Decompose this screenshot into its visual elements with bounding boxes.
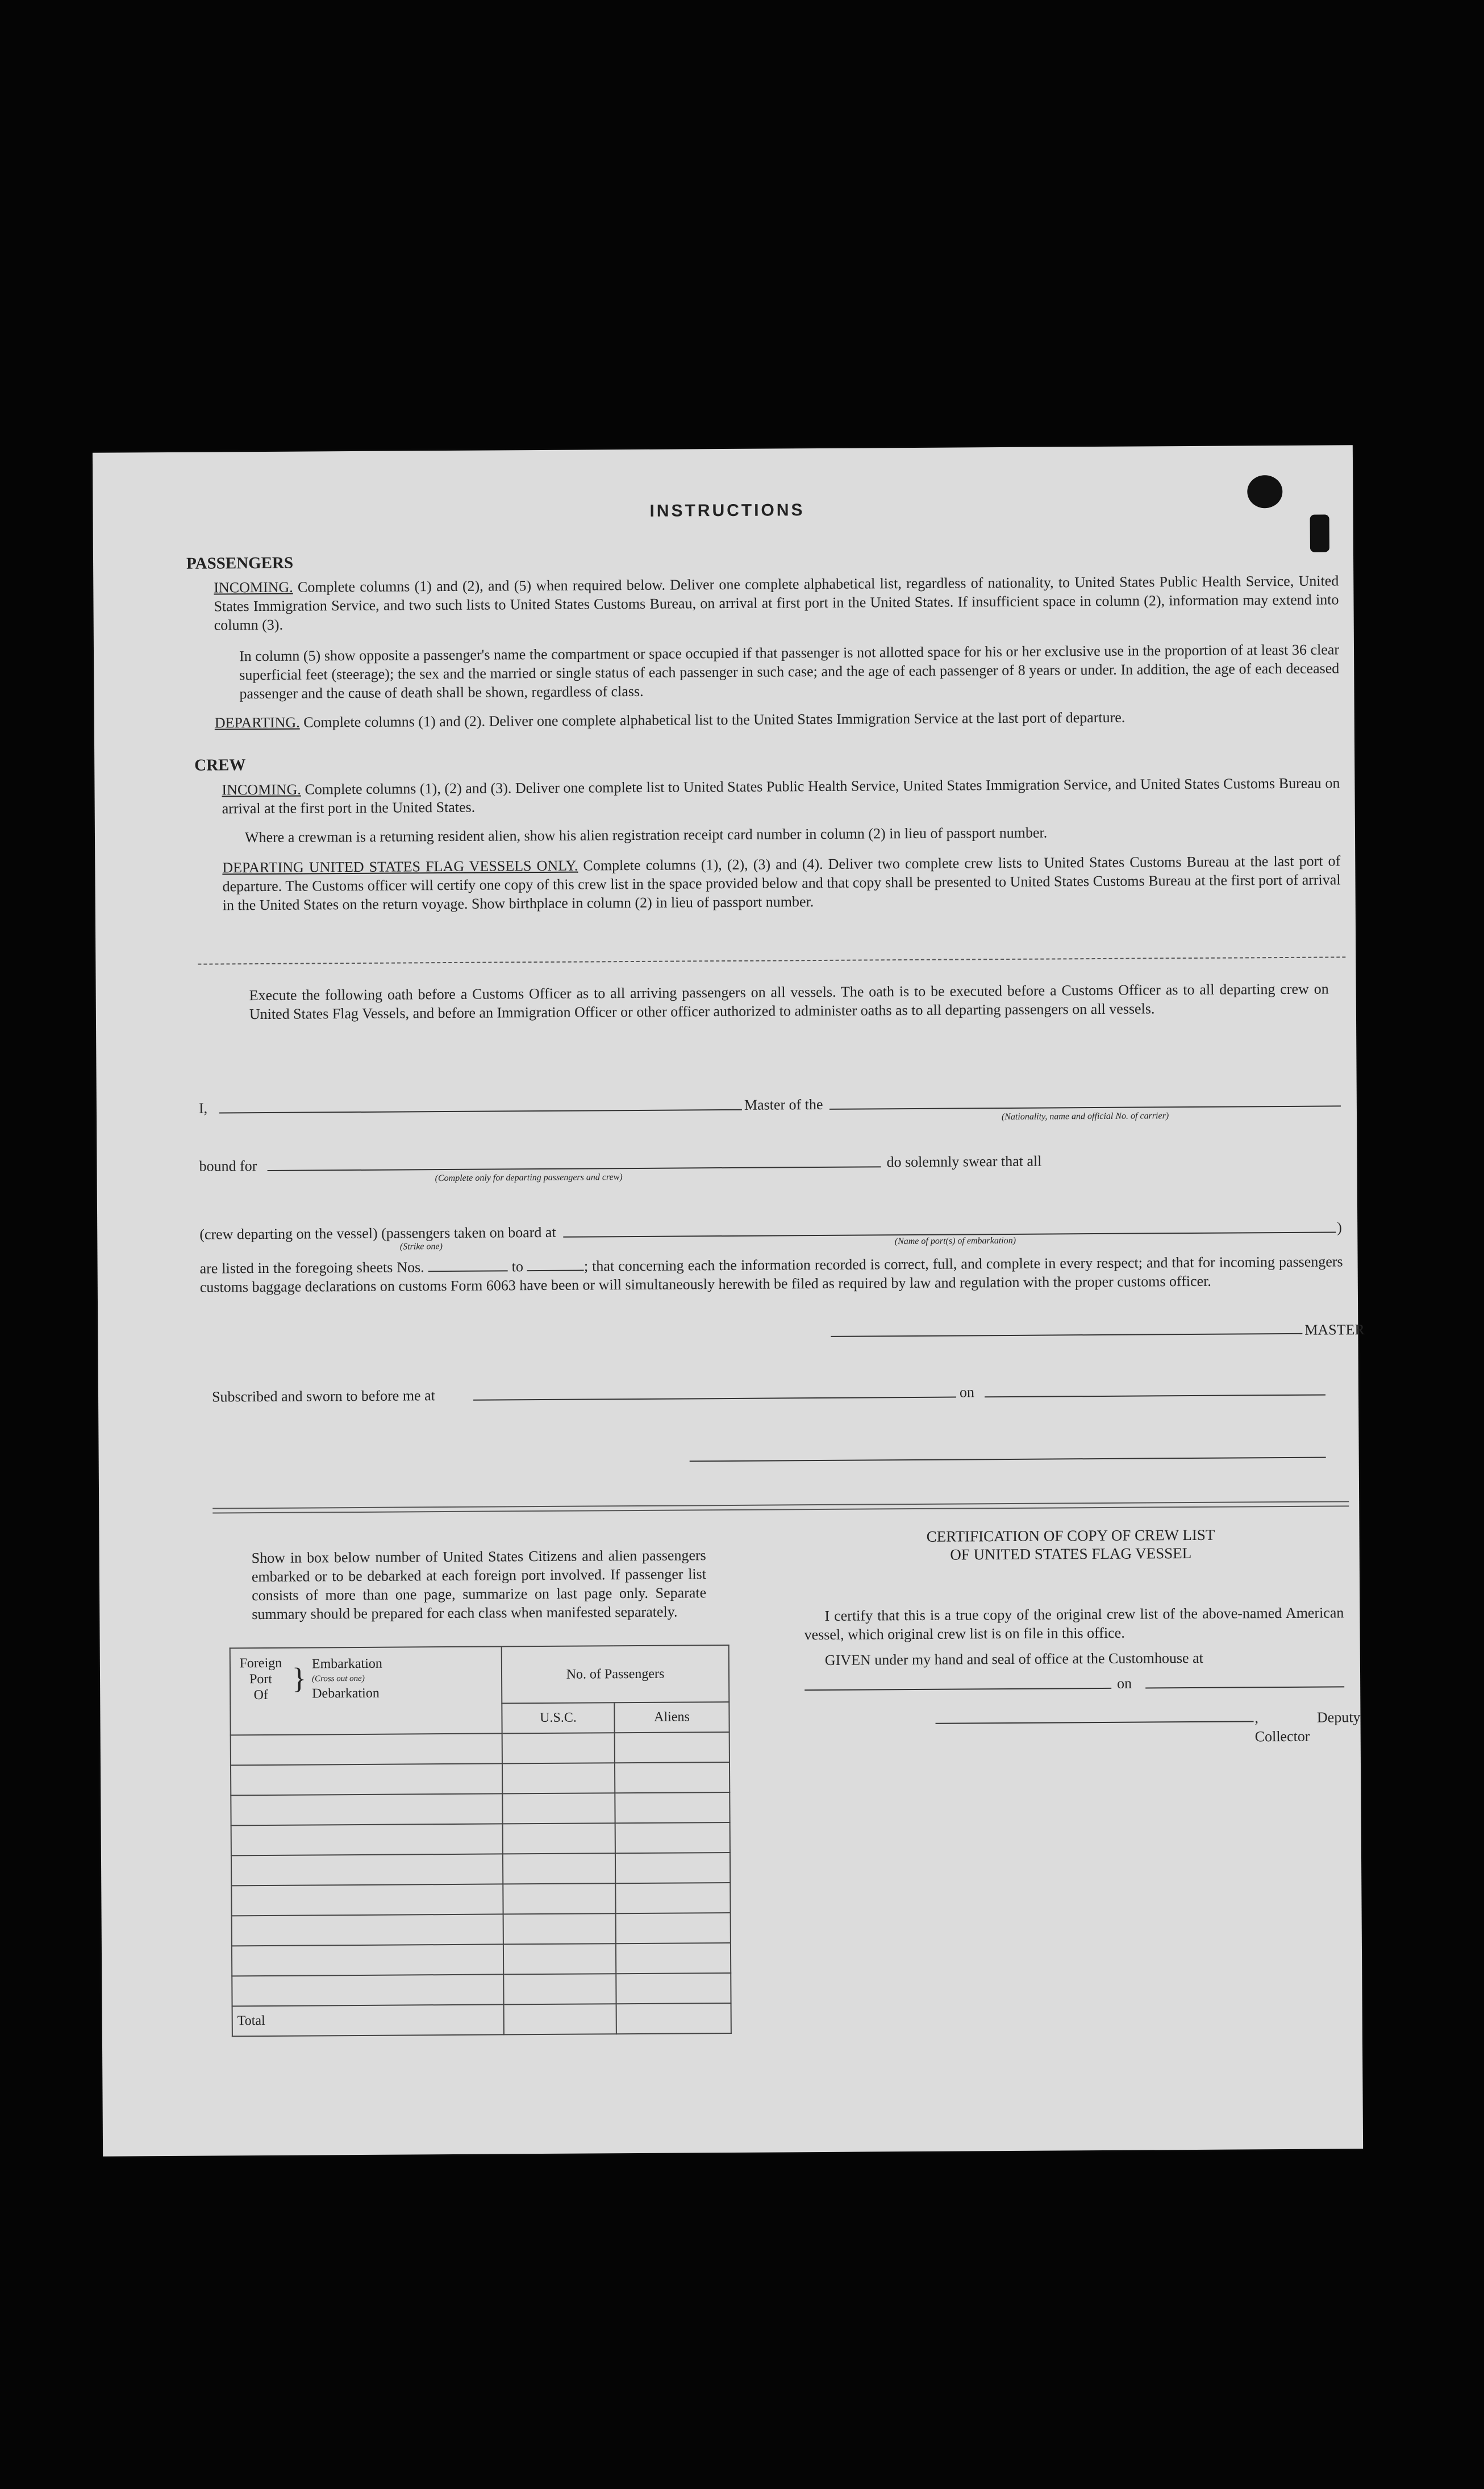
table-cell xyxy=(231,1824,503,1855)
sheet-to-line xyxy=(527,1270,584,1272)
table-cell xyxy=(231,1793,502,1825)
table-cell xyxy=(502,1763,615,1793)
certify-text: ; that concerning each the information recorded is correct, full, and complete in every respect; and that for incoming passengers customs baggage declarations on customs Form 6063 have been or will simultaneously herewith be filed as required by law and regulation with the proper customs officer. xyxy=(199,1253,1343,1296)
name-line xyxy=(219,1109,742,1114)
subscribed-place-line xyxy=(473,1397,956,1401)
crew-departing-label: DEPARTING UNITED STATES FLAG VESSELS ONLY. xyxy=(222,857,578,876)
foregoing-text: are listed in the foregoing sheets Nos. xyxy=(199,1259,424,1277)
table-cell xyxy=(615,1762,730,1793)
incoming-text: Complete columns (1) and (2), and (5) when required below. Deliver one complete alphabetical list, regardless of nationality, to United States Public Health Service, United States Immigration Service, and two such lists to United States Customs Bureau, on arrival at first port in the United States. If insufficient space in column (2), information may extend into column (3). xyxy=(214,572,1339,634)
crew-incoming xyxy=(222,773,1340,818)
cross-out-label: (Cross out one) xyxy=(311,1674,365,1684)
table-cell xyxy=(231,1884,503,1916)
table-cell xyxy=(232,1914,503,1946)
certification-heading-line2: OF UNITED STATES FLAG VESSEL xyxy=(950,1545,1192,1563)
nationality-caption: (Nationality, name and official No. of carrier) xyxy=(1001,1111,1169,1122)
ink-blot xyxy=(1247,475,1282,508)
deputy-signature-line xyxy=(936,1721,1254,1724)
subscribed-text: Subscribed and sworn to before me at xyxy=(211,1387,435,1405)
passengers-incoming xyxy=(214,571,1339,634)
passenger-summary-table xyxy=(230,1645,732,2037)
departing-label: DEPARTING. xyxy=(214,714,300,731)
certification-on: on xyxy=(1117,1675,1132,1692)
given-text: GIVEN under my hand and seal of office at the Customhouse at xyxy=(824,1649,1203,1668)
crew-incoming-label: INCOMING. xyxy=(222,781,301,798)
summary-instructions: Show in box below number of United States Citizens and alien passengers embarked or to be debarked at each foreign port involved. If passenger list consists of more than one page, summarize on last page only. Separate summary should be prepared for each class when manifested separately. xyxy=(251,1547,707,1623)
subscribed-on: on xyxy=(959,1384,975,1401)
foreign-label: Foreign xyxy=(239,1655,282,1671)
of-label: Of xyxy=(253,1687,268,1703)
table-cell xyxy=(231,1854,503,1886)
passengers-departing xyxy=(215,706,1340,732)
swear-text: do solemnly swear that all xyxy=(886,1152,1042,1171)
table-cell xyxy=(503,1943,616,1974)
port-header: Foreign Port Of } Embarkation (Cross out one) Debarkation xyxy=(230,1646,502,1735)
carrier-line xyxy=(829,1105,1341,1109)
to-text: to xyxy=(511,1258,524,1275)
page-title: INSTRUCTIONS xyxy=(649,501,805,521)
crew-resident: Where a crewman is a returning resident alien, show his alien registration receipt card number in column (2) in lieu of passport number. xyxy=(244,824,1048,846)
deputy-collector-label: , Deputy Collector xyxy=(1254,1709,1361,1745)
divider xyxy=(212,1501,1349,1509)
table-cell xyxy=(502,1733,615,1763)
certification-text: I certify that this is a true copy of the original crew list of the above-named American vessel, which original crew list is on file in this office. xyxy=(804,1604,1344,1643)
officer-signature-line xyxy=(690,1457,1326,1462)
table-cell xyxy=(503,1913,616,1944)
subscribed-date-line xyxy=(985,1395,1325,1398)
crew-departing-text: Complete columns (1), (2), (3) and (4). Deliver two complete crew lists to United States Customs Bureau at the last port of departure. The Customs officer will certify one copy of this crew list in the space provided below and that copy shall be presented to United States Customs Bureau at the first port of arrival in the United States on the return voyage. Show birthplace in column (2) in lieu of passport number. xyxy=(222,852,1341,914)
master-signature-line xyxy=(831,1333,1302,1337)
certification-heading-line1: CERTIFICATION OF COPY OF CREW LIST xyxy=(926,1526,1215,1545)
oath-intro: Execute the following oath before a Customs Officer as to all arriving passengers on all vessels. The oath is to be executed before a Customs Officer as to all departing crew on United States Flag Vessels, and before an Immigration Officer or other officer authorized to administer oaths as to all departing passengers on all vessels. xyxy=(249,980,1329,1023)
strike-one-caption: (Strike one) xyxy=(399,1242,443,1252)
table-cell xyxy=(616,1973,731,2004)
crew-incoming-text: Complete columns (1), (2) and (3). Deliver one complete list to United States Public Health Service, United States Immigration Service, and United States Customs Bureau on arrival at the first port in the United States. xyxy=(222,775,1340,817)
table-cell xyxy=(502,1793,615,1824)
table-cell xyxy=(503,1974,616,2004)
table-cell xyxy=(503,1883,615,1914)
ink-blot xyxy=(1310,515,1329,552)
table-cell xyxy=(615,1822,730,1853)
complete-caption: (Complete only for departing passengers and crew) xyxy=(435,1172,623,1184)
bound-for: bound for xyxy=(199,1158,257,1175)
usc-header: U.S.C. xyxy=(502,1703,614,1733)
departing-text: Complete columns (1) and (2). Deliver one complete alphabetical list to the United States Immigration Service at the last port of departure. xyxy=(303,709,1125,731)
close-paren: ) xyxy=(1337,1219,1342,1236)
divider xyxy=(198,956,1345,964)
table-cell xyxy=(615,1853,730,1883)
table-cell xyxy=(232,1974,503,2006)
table-cell xyxy=(231,1763,502,1795)
aliens-header: Aliens xyxy=(614,1702,729,1733)
master-of: Master of the xyxy=(744,1096,823,1113)
crew-departing-clause: (crew departing on the vessel) (passengers taken on board at xyxy=(199,1223,556,1243)
foregoing-paragraph xyxy=(200,1252,1343,1296)
sheet-from-line xyxy=(428,1270,508,1272)
table-cell xyxy=(615,1792,730,1823)
port-label: Port xyxy=(249,1671,273,1687)
bound-line xyxy=(268,1166,881,1171)
passengers-heading: PASSENGERS xyxy=(186,553,294,573)
embarkation-label: Embarkation xyxy=(311,1656,382,1672)
crew-heading: CREW xyxy=(194,756,246,775)
total-label: Total xyxy=(232,2004,504,2036)
table-cell xyxy=(503,1853,615,1884)
master-label: MASTER xyxy=(1304,1321,1365,1338)
total-usc xyxy=(504,2004,616,2034)
certification-heading xyxy=(803,1525,1337,1564)
document-sheet xyxy=(93,445,1363,2156)
column5-paragraph: In column (5) show opposite a passenger's name the compartment or space occupied if that passenger is not allotted space for his or her exclusive use in the proportion of at least 36 clear superficial feet (steerage); the sex and the married or single status of each passenger in such case; and the age of each passenger of 8 years or under. In addition, the age of each deceased passenger and the cause of death shall be shown, regardless of class. xyxy=(239,641,1340,702)
total-aliens xyxy=(616,2003,731,2034)
table-cell xyxy=(616,1943,731,1974)
given-date-line xyxy=(1145,1686,1344,1688)
table-cell xyxy=(231,1733,502,1765)
table-cell xyxy=(615,1883,730,1913)
no-of-passengers-header: No. of Passengers xyxy=(502,1645,730,1703)
table-cell xyxy=(232,1944,503,1976)
table-cell xyxy=(615,1732,730,1763)
debarkation-label: Debarkation xyxy=(312,1685,380,1701)
i-label: I, xyxy=(198,1100,208,1117)
given-place-line xyxy=(804,1688,1111,1691)
table-cell xyxy=(616,1913,731,1943)
table-cell xyxy=(503,1823,615,1854)
port-caption: (Name of port(s) of embarkation) xyxy=(894,1235,1016,1247)
crew-departing xyxy=(222,851,1341,914)
incoming-label: INCOMING. xyxy=(214,578,293,596)
